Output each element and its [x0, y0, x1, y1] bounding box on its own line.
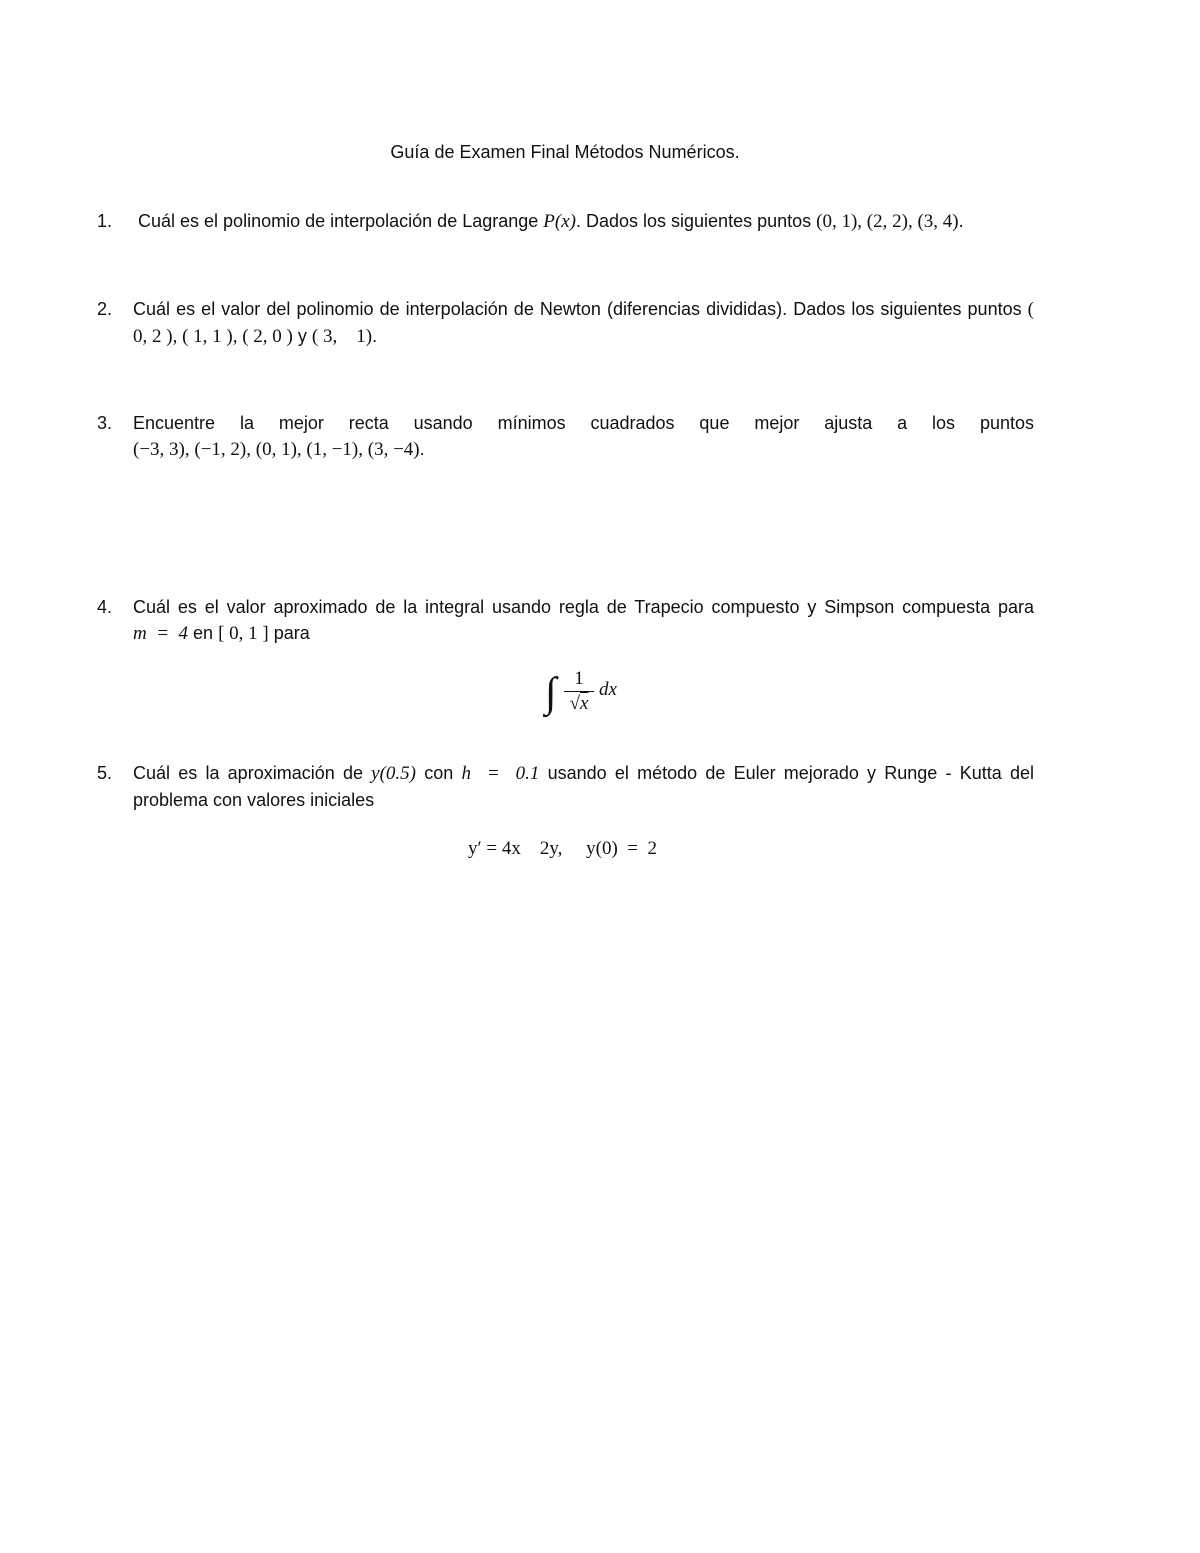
fraction-denominator: [564, 693, 594, 715]
text-segment: en: [188, 623, 219, 643]
text-segment: usando el método de Euler mejorado y Runge - Kutta del problema con valores iniciales: [133, 763, 1034, 810]
question-text: [133, 594, 1034, 647]
math-segment: y(0.5): [371, 763, 417, 784]
math-segment: (0, 1), (2, 2), (3, 4): [816, 211, 959, 232]
question-text-continued: [133, 436, 1034, 463]
integral-expression: [545, 668, 655, 724]
fraction: [564, 668, 594, 715]
text-segment: .: [419, 439, 425, 459]
fraction-bar: [564, 691, 594, 692]
text-segment: Cuál es el valor del polinomio de interpolación de Newton (diferencias divididas). Dados los siguientes puntos: [133, 299, 1028, 319]
question-number: 3.: [97, 413, 113, 433]
math-segment: P(x): [543, 211, 576, 232]
question-1: [97, 208, 1034, 235]
ode-equation: y′ = 4x 2y, y(0) = 2: [468, 838, 658, 859]
text-segment: .: [958, 211, 964, 231]
question-number: 4.: [97, 597, 113, 617]
text-segment: con: [416, 763, 462, 783]
radicand: x: [580, 693, 589, 714]
question-number: 5.: [97, 763, 113, 783]
question-text: [133, 760, 1034, 813]
radical-sign: √: [569, 693, 580, 714]
math-segment: h = 0.1: [461, 763, 540, 784]
question-number: 2.: [97, 299, 113, 319]
math-segment: ( 3, 1): [311, 326, 373, 347]
math-segment: (−3, 3), (−1, 2), (0, 1), (1, −1), (3, −4): [133, 439, 420, 460]
question-2: [97, 296, 1034, 350]
text-segment: para: [268, 623, 310, 643]
integral-sign: ∫: [545, 670, 557, 716]
math-segment: [ 0, 1 ]: [218, 623, 269, 644]
question-text: [133, 410, 1034, 436]
text-segment: y: [292, 326, 312, 346]
text-segment: Cuál es el polinomio de interpolación de Lagrange: [138, 211, 544, 231]
question-number: 1.: [97, 211, 113, 231]
fraction-numerator: 1: [574, 668, 584, 689]
text-segment: . Dados los siguientes puntos: [575, 211, 817, 231]
math-segment: ( 0, 2 ), ( 1, 1 ), ( 2, 0 ): [133, 299, 1034, 347]
page-title: Guía de Examen Final Métodos Numéricos.: [390, 142, 740, 162]
question-text: [133, 296, 1034, 350]
text-segment: Cuál es el valor aproximado de la integral usando regla de Trapecio compuesto y Simpson compuesta para: [133, 597, 1034, 617]
text-segment: Cuál es la aproximación de: [133, 763, 372, 783]
question-4: [97, 594, 1034, 647]
question-5: [97, 760, 1034, 813]
question-3: [97, 410, 1034, 463]
differential: dx: [599, 679, 617, 700]
question-text: [138, 208, 1034, 235]
text-segment: .: [372, 326, 378, 346]
math-segment: m = 4: [133, 623, 189, 644]
text-segment: Encuentre la mejor recta usando mínimos cuadrados que mejor ajusta a los puntos: [133, 413, 1034, 433]
